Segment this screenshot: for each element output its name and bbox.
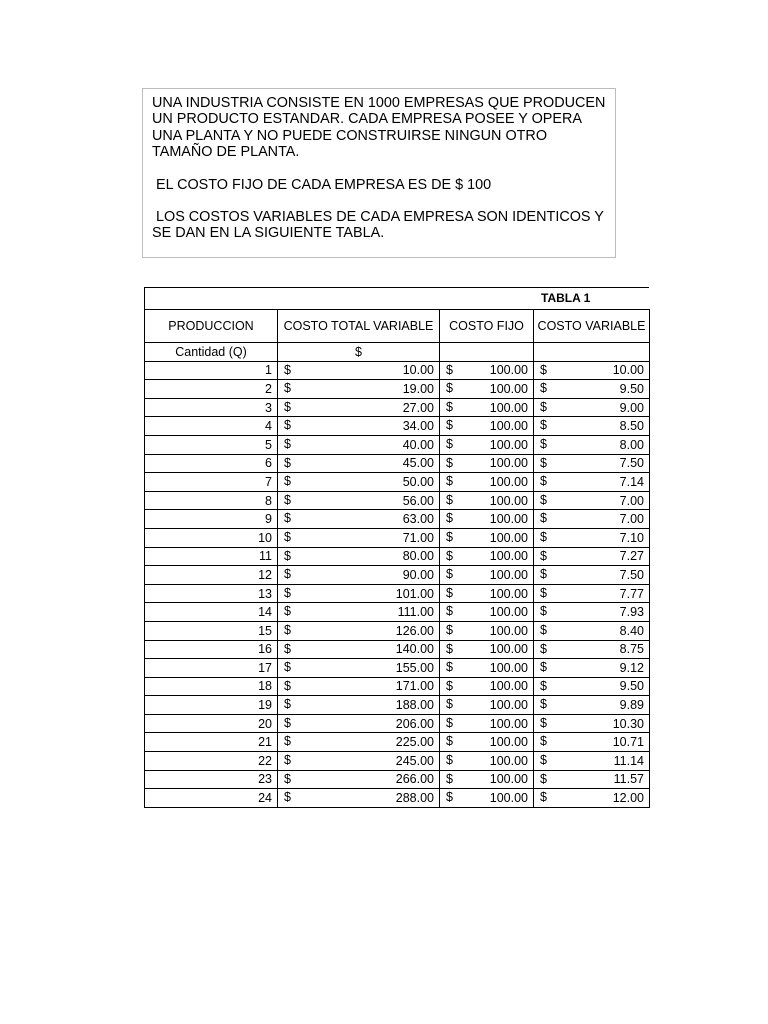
cell-value: 27.00	[402, 400, 434, 415]
cell-cv	[534, 659, 650, 678]
currency-symbol: $	[540, 548, 547, 563]
cell-value: 140.00	[395, 642, 434, 657]
cell-cf	[440, 454, 534, 473]
cell-quantity: 20	[145, 714, 278, 733]
cell-value: 8.50	[619, 419, 644, 434]
cell-cf	[440, 584, 534, 603]
cell-cv	[534, 770, 650, 789]
cell-value: 100.00	[489, 567, 528, 582]
cell-quantity: 10	[145, 528, 278, 547]
currency-symbol: $	[446, 492, 453, 507]
currency-symbol: $	[284, 715, 291, 730]
cell-value: 266.00	[395, 772, 434, 787]
table-row	[145, 454, 650, 473]
table-row	[145, 435, 650, 454]
cell-cf	[440, 491, 534, 510]
cell-value: 100.00	[489, 679, 528, 694]
cell-cv	[534, 380, 650, 399]
currency-symbol: $	[540, 641, 547, 656]
cell-value: 63.00	[402, 512, 434, 527]
cell-ctv	[278, 696, 440, 715]
currency-symbol: $	[284, 567, 291, 582]
cell-cv	[534, 714, 650, 733]
cell-cv	[534, 696, 650, 715]
cell-value: 34.00	[402, 419, 434, 434]
cell-value: 8.00	[619, 437, 644, 452]
cell-cv	[534, 398, 650, 417]
cost-table-sheet	[144, 287, 649, 808]
cell-value: 126.00	[395, 623, 434, 638]
cell-value: 9.50	[619, 381, 644, 396]
cell-ctv	[278, 380, 440, 399]
cell-value: 11.57	[613, 772, 644, 787]
table-title: TABLA 1	[541, 291, 591, 305]
table-body	[145, 343, 650, 808]
cell-value: 80.00	[402, 549, 434, 564]
cell-ctv	[278, 473, 440, 492]
currency-symbol: $	[446, 585, 453, 600]
currency-symbol: $	[446, 474, 453, 489]
cell-ctv	[278, 454, 440, 473]
currency-symbol: $	[540, 660, 547, 675]
cell-value: 100.00	[489, 493, 528, 508]
currency-symbol: $	[540, 585, 547, 600]
unit-quantity: Cantidad (Q)	[145, 343, 278, 362]
table-row	[145, 621, 650, 640]
currency-symbol: $	[540, 362, 547, 377]
currency-symbol: $	[284, 418, 291, 433]
cell-value: 100.00	[489, 623, 528, 638]
currency-symbol: $	[446, 734, 453, 749]
cell-quantity: 15	[145, 621, 278, 640]
currency-symbol: $	[540, 418, 547, 433]
cell-cf	[440, 733, 534, 752]
currency-symbol: $	[446, 678, 453, 693]
currency-symbol: $	[284, 734, 291, 749]
currency-symbol: $	[540, 753, 547, 768]
cell-cf	[440, 398, 534, 417]
cell-cf	[440, 380, 534, 399]
cell-cv	[534, 640, 650, 659]
table-row	[145, 789, 650, 808]
table-row	[145, 603, 650, 622]
cell-value: 245.00	[395, 753, 434, 768]
currency-symbol: $	[540, 436, 547, 451]
currency-symbol: $	[540, 399, 547, 414]
header-row	[145, 310, 650, 343]
currency-symbol: $	[284, 511, 291, 526]
cell-quantity: 3	[145, 398, 278, 417]
currency-symbol: $	[540, 381, 547, 396]
cell-cv	[534, 417, 650, 436]
unit-total-variable: $	[278, 343, 440, 362]
currency-symbol: $	[284, 697, 291, 712]
cell-cf	[440, 659, 534, 678]
cell-value: 45.00	[402, 456, 434, 471]
cell-value: 100.00	[489, 437, 528, 452]
currency-symbol: $	[446, 362, 453, 377]
currency-symbol: $	[284, 529, 291, 544]
cell-cf	[440, 528, 534, 547]
currency-symbol: $	[446, 381, 453, 396]
cell-quantity: 8	[145, 491, 278, 510]
cell-cv	[534, 491, 650, 510]
cell-cf	[440, 603, 534, 622]
cell-quantity: 2	[145, 380, 278, 399]
cell-cv	[534, 752, 650, 771]
cell-value: 100.00	[489, 791, 528, 806]
cell-ctv	[278, 547, 440, 566]
cell-value: 100.00	[489, 381, 528, 396]
cell-ctv	[278, 361, 440, 380]
cell-ctv	[278, 640, 440, 659]
currency-symbol: $	[446, 641, 453, 656]
table-row	[145, 361, 650, 380]
cell-value: 100.00	[489, 586, 528, 601]
cell-quantity: 24	[145, 789, 278, 808]
currency-symbol: $	[446, 455, 453, 470]
cell-quantity: 18	[145, 677, 278, 696]
cell-value: 7.00	[619, 512, 644, 527]
cell-cv	[534, 473, 650, 492]
cell-value: 100.00	[489, 605, 528, 620]
currency-symbol: $	[284, 455, 291, 470]
cell-cf	[440, 547, 534, 566]
cell-value: 100.00	[489, 753, 528, 768]
cell-value: 100.00	[489, 549, 528, 564]
cell-value: 7.77	[619, 586, 644, 601]
cell-value: 100.00	[489, 642, 528, 657]
cell-cv	[534, 733, 650, 752]
cell-value: 9.89	[619, 698, 644, 713]
cell-value: 9.50	[619, 679, 644, 694]
cell-quantity: 4	[145, 417, 278, 436]
header-costo-total-variable: COSTO TOTAL VARIABLE	[278, 310, 440, 343]
cell-value: 100.00	[489, 419, 528, 434]
cell-cv	[534, 621, 650, 640]
cell-value: 7.50	[619, 456, 644, 471]
table-row	[145, 696, 650, 715]
cell-cv	[534, 603, 650, 622]
cell-quantity: 6	[145, 454, 278, 473]
cell-ctv	[278, 752, 440, 771]
cell-value: 10.00	[402, 363, 434, 378]
currency-symbol: $	[284, 585, 291, 600]
cell-ctv	[278, 621, 440, 640]
currency-symbol: $	[446, 418, 453, 433]
cell-value: 19.00	[402, 381, 434, 396]
cell-value: 71.00	[402, 530, 434, 545]
statement-paragraph-1: UNA INDUSTRIA CONSISTE EN 1000 EMPRESAS QUE PRODUCEN UN PRODUCTO ESTANDAR. CADA EMPRESA POSEE Y OPERA UNA PLANTA Y NO PUEDE CONSTRUIRSE NINGUN OTRO TAMAÑO DE PLANTA.	[152, 95, 610, 161]
currency-symbol: $	[284, 678, 291, 693]
currency-symbol: $	[446, 399, 453, 414]
cell-quantity: 12	[145, 566, 278, 585]
currency-symbol: $	[446, 771, 453, 786]
currency-symbol: $	[540, 715, 547, 730]
table-row	[145, 380, 650, 399]
currency-symbol: $	[446, 548, 453, 563]
cell-value: 188.00	[395, 698, 434, 713]
currency-symbol: $	[540, 567, 547, 582]
table-row	[145, 528, 650, 547]
cell-value: 100.00	[489, 660, 528, 675]
cell-value: 100.00	[489, 735, 528, 750]
cell-ctv	[278, 677, 440, 696]
cell-cf	[440, 473, 534, 492]
cell-cv	[534, 547, 650, 566]
cell-value: 206.00	[395, 716, 434, 731]
cell-cv	[534, 435, 650, 454]
currency-symbol: $	[284, 753, 291, 768]
currency-symbol: $	[446, 511, 453, 526]
cell-value: 7.00	[619, 493, 644, 508]
cell-ctv	[278, 714, 440, 733]
cell-value: 7.27	[619, 549, 644, 564]
table-row	[145, 677, 650, 696]
currency-symbol: $	[446, 697, 453, 712]
cell-quantity: 9	[145, 510, 278, 529]
statement-paragraph-3: LOS COSTOS VARIABLES DE CADA EMPRESA SON IDENTICOS Y SE DAN EN LA SIGUIENTE TABLA.	[152, 209, 608, 242]
table-row	[145, 491, 650, 510]
statement-paragraph-2: EL COSTO FIJO DE CADA EMPRESA ES DE $ 100	[152, 176, 492, 193]
cell-ctv	[278, 733, 440, 752]
table-row	[145, 659, 650, 678]
cell-quantity: 13	[145, 584, 278, 603]
table-row	[145, 714, 650, 733]
cell-value: 8.40	[619, 623, 644, 638]
cell-value: 225.00	[395, 735, 434, 750]
currency-symbol: $	[284, 771, 291, 786]
table-row	[145, 566, 650, 585]
cell-value: 7.14	[619, 474, 644, 489]
cell-cf	[440, 510, 534, 529]
cell-value: 10.30	[612, 716, 644, 731]
unit-empty	[440, 343, 534, 362]
cell-ctv	[278, 398, 440, 417]
cell-cf	[440, 361, 534, 380]
currency-symbol: $	[446, 790, 453, 805]
cell-quantity: 5	[145, 435, 278, 454]
cell-quantity: 16	[145, 640, 278, 659]
currency-symbol: $	[446, 604, 453, 619]
currency-symbol: $	[446, 529, 453, 544]
cell-value: 40.00	[402, 437, 434, 452]
cell-value: 10.71	[612, 735, 644, 750]
cost-table	[144, 309, 650, 808]
currency-symbol: $	[540, 697, 547, 712]
unit-empty	[534, 343, 650, 362]
currency-symbol: $	[540, 511, 547, 526]
cell-value: 171.00	[395, 679, 434, 694]
currency-symbol: $	[284, 436, 291, 451]
cell-cv	[534, 677, 650, 696]
cell-cf	[440, 714, 534, 733]
table-row	[145, 640, 650, 659]
cell-value: 100.00	[489, 530, 528, 545]
table-row	[145, 733, 650, 752]
cell-value: 7.93	[619, 605, 644, 620]
cell-value: 101.00	[395, 586, 434, 601]
cell-ctv	[278, 603, 440, 622]
cell-cf	[440, 435, 534, 454]
cell-value: 100.00	[489, 512, 528, 527]
cell-quantity: 7	[145, 473, 278, 492]
cell-value: 9.00	[619, 400, 644, 415]
currency-symbol: $	[540, 622, 547, 637]
cell-cv	[534, 361, 650, 380]
cell-ctv	[278, 566, 440, 585]
cell-cf	[440, 770, 534, 789]
cell-quantity: 1	[145, 361, 278, 380]
currency-symbol: $	[284, 399, 291, 414]
cell-value: 90.00	[402, 567, 434, 582]
table-row	[145, 510, 650, 529]
currency-symbol: $	[284, 790, 291, 805]
header-produccion: PRODUCCION	[145, 310, 278, 343]
cell-cf	[440, 566, 534, 585]
table-row	[145, 417, 650, 436]
cell-cf	[440, 789, 534, 808]
cell-ctv	[278, 435, 440, 454]
table-row	[145, 398, 650, 417]
table-row	[145, 770, 650, 789]
currency-symbol: $	[284, 641, 291, 656]
cell-value: 7.50	[619, 567, 644, 582]
currency-symbol: $	[540, 492, 547, 507]
cell-cv	[534, 510, 650, 529]
table-row	[145, 752, 650, 771]
table-title-row	[144, 287, 649, 309]
units-row	[145, 343, 650, 362]
cell-value: 100.00	[489, 456, 528, 471]
cell-cf	[440, 752, 534, 771]
header-costo-fijo: COSTO FIJO	[440, 310, 534, 343]
cell-cf	[440, 696, 534, 715]
cell-value: 8.75	[619, 642, 644, 657]
currency-symbol: $	[446, 567, 453, 582]
currency-symbol: $	[540, 678, 547, 693]
currency-symbol: $	[540, 455, 547, 470]
cell-cv	[534, 789, 650, 808]
currency-symbol: $	[540, 771, 547, 786]
cell-cv	[534, 454, 650, 473]
currency-symbol: $	[284, 381, 291, 396]
currency-symbol: $	[284, 622, 291, 637]
table-row	[145, 473, 650, 492]
cell-cf	[440, 677, 534, 696]
cell-quantity: 23	[145, 770, 278, 789]
cell-value: 9.12	[619, 660, 644, 675]
currency-symbol: $	[284, 548, 291, 563]
cell-ctv	[278, 491, 440, 510]
cell-ctv	[278, 528, 440, 547]
currency-symbol: $	[446, 660, 453, 675]
cell-value: 12.00	[612, 791, 644, 806]
cell-cf	[440, 640, 534, 659]
cell-value: 10.00	[612, 363, 644, 378]
cell-ctv	[278, 789, 440, 808]
cell-value: 100.00	[489, 363, 528, 378]
cell-value: 100.00	[489, 716, 528, 731]
cell-value: 111.00	[397, 605, 434, 620]
cell-cv	[534, 566, 650, 585]
cell-value: 100.00	[489, 772, 528, 787]
cell-value: 288.00	[395, 791, 434, 806]
table-row	[145, 547, 650, 566]
cell-quantity: 14	[145, 603, 278, 622]
cell-ctv	[278, 584, 440, 603]
currency-symbol: $	[284, 604, 291, 619]
currency-symbol: $	[540, 734, 547, 749]
currency-symbol: $	[540, 604, 547, 619]
cell-quantity: 22	[145, 752, 278, 771]
currency-symbol: $	[446, 715, 453, 730]
currency-symbol: $	[446, 622, 453, 637]
cell-quantity: 11	[145, 547, 278, 566]
currency-symbol: $	[540, 529, 547, 544]
cell-value: 7.10	[619, 530, 644, 545]
cell-value: 11.14	[613, 753, 644, 768]
cell-cv	[534, 528, 650, 547]
currency-symbol: $	[446, 753, 453, 768]
cell-quantity: 19	[145, 696, 278, 715]
cell-quantity: 21	[145, 733, 278, 752]
currency-symbol: $	[284, 362, 291, 377]
cell-ctv	[278, 659, 440, 678]
cell-cv	[534, 584, 650, 603]
cell-value: 100.00	[489, 698, 528, 713]
currency-symbol: $	[446, 436, 453, 451]
cell-quantity: 17	[145, 659, 278, 678]
currency-symbol: $	[540, 790, 547, 805]
cell-value: 100.00	[489, 474, 528, 489]
cell-ctv	[278, 510, 440, 529]
currency-symbol: $	[284, 474, 291, 489]
cell-cf	[440, 621, 534, 640]
cell-value: 155.00	[395, 660, 434, 675]
cell-value: 50.00	[402, 474, 434, 489]
currency-symbol: $	[540, 474, 547, 489]
cell-ctv	[278, 770, 440, 789]
cell-value: 100.00	[489, 400, 528, 415]
currency-symbol: $	[284, 492, 291, 507]
header-costo-variable: COSTO VARIABLE	[534, 310, 650, 343]
cell-cf	[440, 417, 534, 436]
table-row	[145, 584, 650, 603]
cell-value: 56.00	[402, 493, 434, 508]
currency-symbol: $	[284, 660, 291, 675]
cell-ctv	[278, 417, 440, 436]
problem-statement-box	[142, 88, 616, 258]
